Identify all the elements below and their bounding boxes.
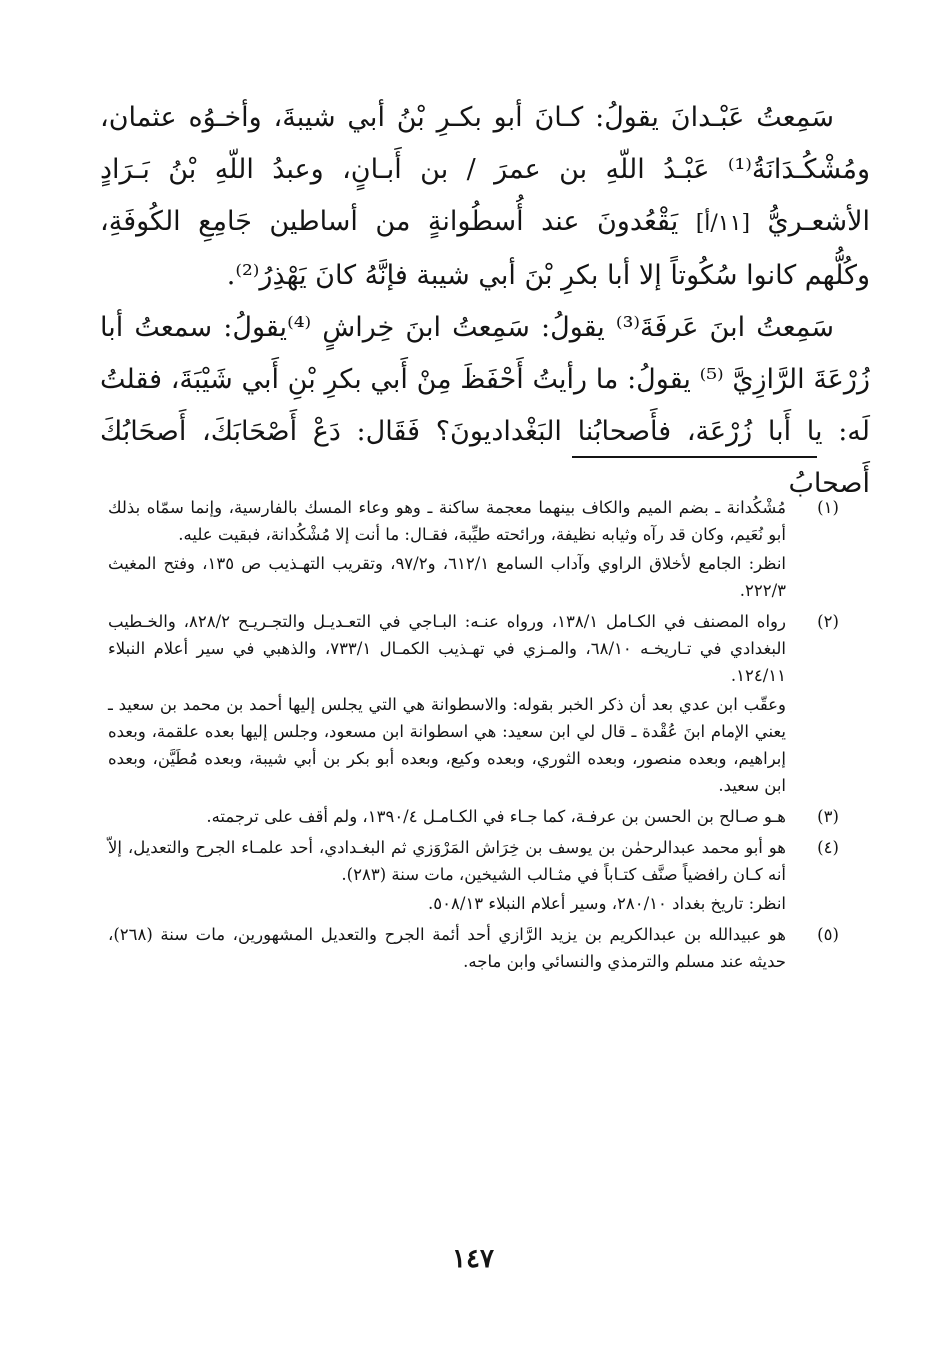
footnote-number: (٢) — [817, 612, 839, 631]
footnote-body — [108, 803, 786, 830]
footnote-body — [108, 494, 786, 604]
main-paragraph-2: سَمِعتُ ابنَ عَرفَةَ⁽³⁾ يقولُ: سَمِعتُ ابنَ خِراشٍ ⁽⁴⁾يقولُ: سمعتُ أبا زُرْعَةَ الرَّازِيَّ ⁽⁵⁾ يقولُ: ما رأيتُ أَحْفَظَ مِنْ أَبي بكرِ بْنِ أَبي شَيْبَةَ، فقلتُ لَه: يا أَبا زُرْعَة، فأَصحابُنا البَغْداديونَ؟ فَقَال: دَعْ أَصْحَابَكَ، أَصحَابُكَ أَصحابُ — [100, 312, 870, 499]
footnote-3 — [108, 803, 848, 830]
footnote-paragraph: انظر: الجامع لأخلاق الراوي وآداب السامع ٦١٢/١، و٩٧/٢، وتقريب التهـذيب ص ١٣٥، وفتح المغيث ٢٢٢/٣. — [108, 554, 786, 600]
footnote-2 — [108, 608, 848, 799]
footnote-body — [108, 921, 786, 975]
main-paragraph-1 — [100, 92, 870, 302]
footnote-number: (٤) — [817, 838, 839, 857]
footnote-paragraph: رواه المصنف في الكـامل ١٣٨/١، ورواه عنـه: البـاجي في التعـديـل والتجـريـح ٨٢٨/٢، والخـطيب البغدادي في تـاريخـه ٦٨/١٠، والمـزي في تهـذيب الكمـال ٧٣٣/١، والذهبي في سير أعلام النبلاء ١٢٤/١١. — [108, 612, 787, 685]
main-paragraph-1-part-2: يَقْعُدونَ عند أُسطُوانةٍ من أساطين جَامِعِ الكُوفَةِ، وكُلُّهم كانوا سُكُوتاً إلا أبا بكرِ بْنَ أبي شيبة فإنَّهُ كانَ يَهْذِرُ⁽²⁾. — [100, 206, 870, 291]
footnote-separator — [572, 456, 817, 458]
footnote-paragraph: هو أبو محمد عبدالرحمٰن بن يوسف بن خِرَاش المَرْوَزي ثم البغـدادي، أحد علمـاء الجرح والتعديل، إلاّ أنه كـان رافضياً صنَّف كتـاباً في مثـالب الشيخين، مات سنة (٢٨٣). — [108, 838, 786, 884]
footnote-paragraph: هو عبيدالله بن عبدالكريم بن يزيد الرَّازي أحد أئمة الجرح والتعديل المشهورين، مات سنة (٢٦٨)، حديثه عند مسلم والترمذي والنسائي وابن ماجه. — [108, 925, 786, 971]
footnote-number: (١) — [817, 498, 839, 517]
footnote-paragraph: انظر: تاريخ بغداد ٢٨٠/١٠، وسير أعلام النبلاء ٥٠٨/١٣. — [428, 894, 786, 913]
footnote-5 — [108, 921, 848, 975]
page-number: ١٤٧ — [452, 1244, 494, 1274]
main-paragraph-1-part-1: سَمِعتُ عَبْـدانَ يقولُ: كـانَ أبو بكـرِ بْنُ أبي شيبةَ، وأخـوُه عثمان، ومُشْكُـدَانَةُ⁽¹⁾ عَبْـدُ اللّهِ بن عمرَ / بن أَبـانٍ، وعبدُ اللّهِ بْنُ بَـرَادٍ الأشعـريُّ — [100, 102, 870, 237]
footnote-paragraph: هـو صـالح بن الحسن بن عرفـة، كما جـاء في الكـامـل ١٣٩٠/٤، ولم أقف على ترجمته. — [206, 807, 786, 826]
footnote-1 — [108, 494, 848, 604]
footnotes — [108, 494, 848, 979]
footnote-number: (٣) — [817, 807, 839, 826]
folio-marker: [١١/أ] — [695, 211, 751, 236]
footnote-number: (٥) — [817, 925, 839, 944]
footnote-body — [108, 834, 786, 917]
footnote-paragraph: مُشْكُدانة ـ بضم الميم والكاف بينهما معجمة ساكنة ـ وهو وعاء المسك بالفارسية، وإنما سمّاه بذلك أبو نُعَيم، وكان قد رآه وثيابه نظيفة، ورائحته طيِّبة، فقـال: ما أنت إلا مُشْكُدانة، فبقيت عليه. — [108, 498, 786, 544]
footnote-4 — [108, 834, 848, 917]
footnote-paragraph: وعقّب ابن عدي بعد أن ذكر الخبر بقوله: والاسطوانة هي التي يجلس إليها أحمد بن محمد بن سعيد ـ يعني الإمام ابنَ عُقْدة ـ قال لي ابن سعيد: هي اسطوانة ابن مسعود، وجلس إليها بعده علقمة، وبعده إبراهيم، وبعده منصور، وبعده الثوري، وبعده وكيع، وبعده أبو بكر بن أبي شيبة، وبعده مُطَيَّن، وبعده ابن سعيد. — [108, 695, 786, 795]
footnote-body — [108, 608, 786, 799]
main-text — [100, 92, 870, 510]
